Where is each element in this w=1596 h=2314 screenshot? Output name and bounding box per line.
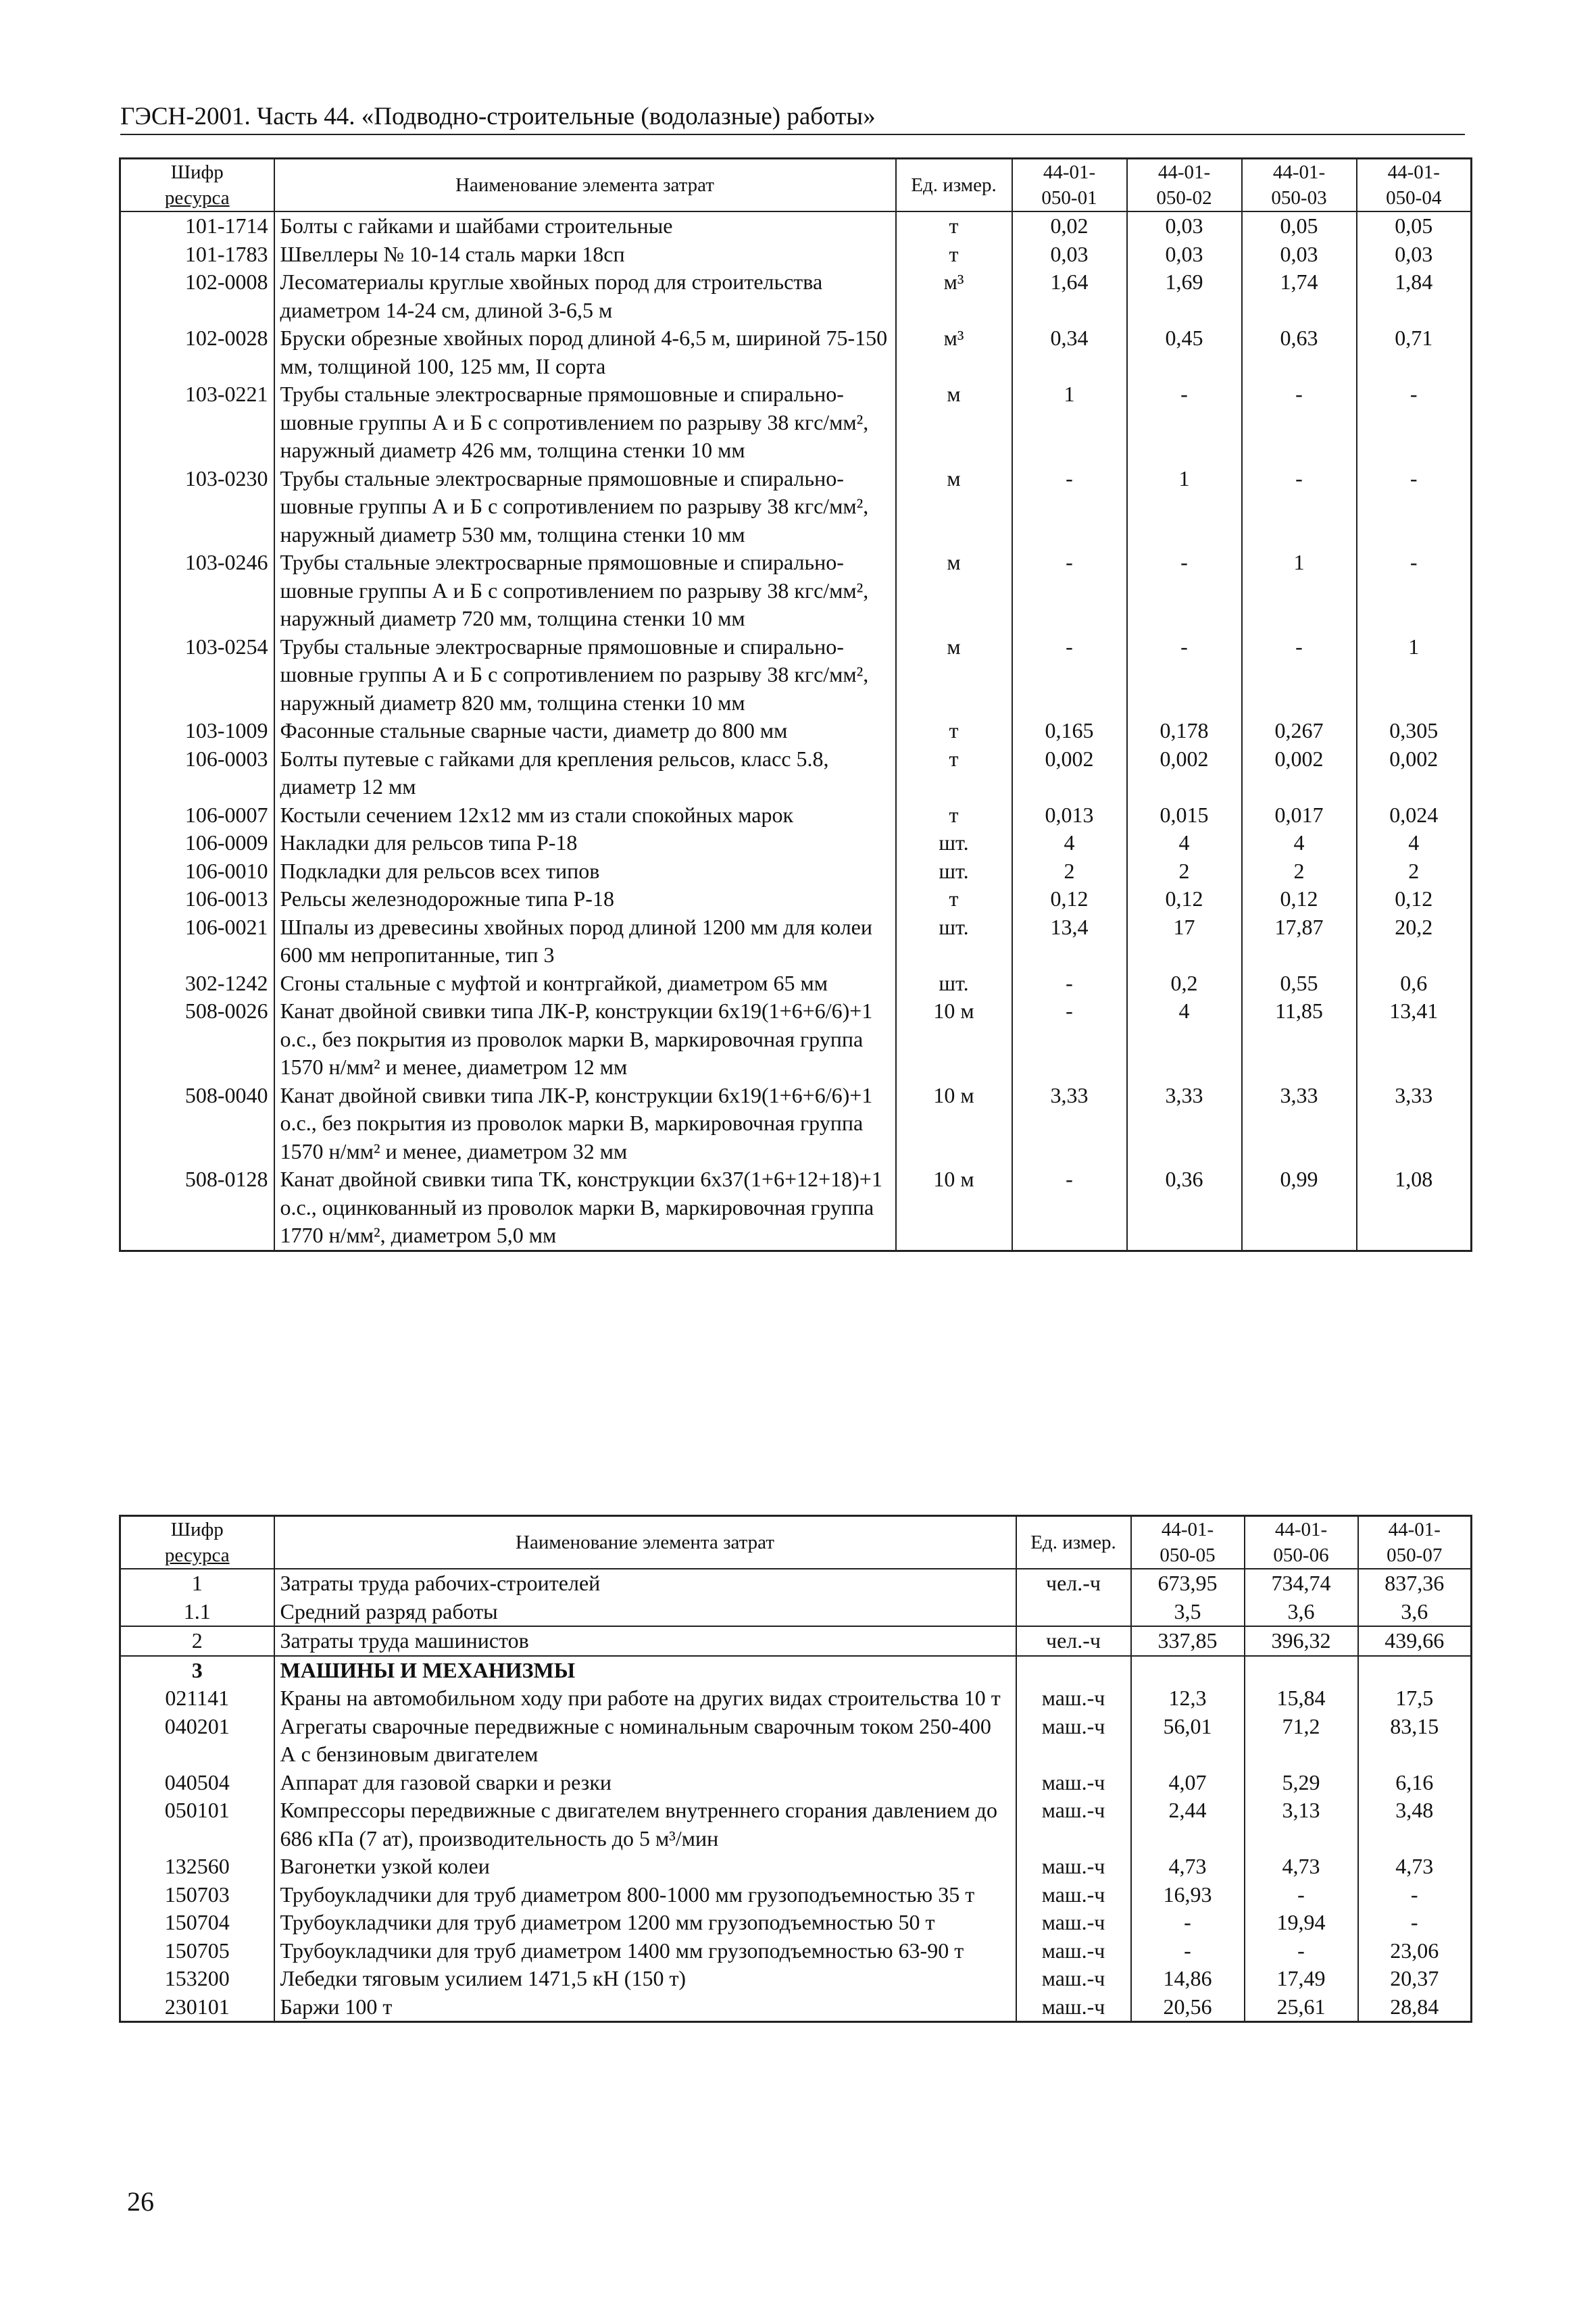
cost-element-name: Подкладки для рельсов всех типов xyxy=(274,857,896,886)
unit: маш.-ч xyxy=(1016,1796,1131,1853)
table-row xyxy=(120,1796,1472,1853)
value-cell: 1,64 xyxy=(1012,268,1127,324)
cost-element-name: Лесоматериалы круглые хвойных пород для строительства диаметром 14-24 см, длиной 3-6,5 м xyxy=(274,268,896,324)
value-cell xyxy=(1358,1656,1472,1685)
col-header-code: Шифр ресурса xyxy=(120,159,274,212)
value-cell: 1 xyxy=(1357,633,1472,718)
value-cell: - xyxy=(1245,1937,1358,1965)
value-cell: 0,013 xyxy=(1012,801,1127,830)
value-cell: - xyxy=(1127,549,1242,633)
table-row xyxy=(120,1853,1472,1881)
value-cell: 0,03 xyxy=(1127,241,1242,269)
value-cell: 0,2 xyxy=(1127,970,1242,998)
value-cell: 5,29 xyxy=(1245,1769,1358,1797)
value-cell: 0,03 xyxy=(1012,241,1127,269)
col-header-code: Шифр ресурса xyxy=(120,1516,274,1569)
unit: м³ xyxy=(896,268,1012,324)
value-cell: 3,6 xyxy=(1358,1598,1472,1627)
value-cell: 17,87 xyxy=(1242,913,1357,970)
table-row xyxy=(120,241,1472,269)
value-cell: 20,56 xyxy=(1131,1993,1245,2022)
cost-element-name: Трубоукладчики для труб диаметром 1200 мм грузоподъемностью 50 т xyxy=(274,1909,1016,1937)
table-row xyxy=(120,1656,1472,1685)
unit: м xyxy=(896,465,1012,549)
value-cell: 20,2 xyxy=(1357,913,1472,970)
value-cell: 0,015 xyxy=(1127,801,1242,830)
cost-element-name: Фасонные стальные сварные части, диаметр до 800 мм xyxy=(274,717,896,745)
value-cell: 0,002 xyxy=(1242,745,1357,801)
value-cell: 0,05 xyxy=(1242,211,1357,241)
cost-element-name: Трубы стальные электросварные прямошовные и спирально-шовные группы А и Б с сопротивлением по разрыву 38 кгс/мм², наружный диаметр 720 мм, толщина стенки 10 мм xyxy=(274,549,896,633)
resource-code: 103-0221 xyxy=(120,380,274,465)
unit: чел.-ч xyxy=(1016,1626,1131,1656)
unit: маш.-ч xyxy=(1016,1965,1131,1993)
cost-element-name: Канат двойной свивки типа ЛК-Р, конструкции 6x19(1+6+6/6)+1 о.с., без покрытия из проволок марки В, маркировочная группа 1570 н/мм² и менее, диаметром 12 мм xyxy=(274,997,896,1082)
value-cell: 0,017 xyxy=(1242,801,1357,830)
col-header-050-01: 44-01- 050-01 xyxy=(1012,159,1127,212)
resource-code: 106-0003 xyxy=(120,745,274,801)
table-row xyxy=(120,1165,1472,1251)
unit: м xyxy=(896,633,1012,718)
value-cell: 0,12 xyxy=(1012,885,1127,913)
resource-code: 106-0013 xyxy=(120,885,274,913)
unit: маш.-ч xyxy=(1016,1684,1131,1713)
value-cell: 17 xyxy=(1127,913,1242,970)
value-cell: 28,84 xyxy=(1358,1993,1472,2022)
value-cell: 4 xyxy=(1012,829,1127,857)
value-cell: 0,34 xyxy=(1012,324,1127,380)
unit: т xyxy=(896,717,1012,745)
cost-element-name: Аппарат для газовой сварки и резки xyxy=(274,1769,1016,1797)
unit: маш.-ч xyxy=(1016,1713,1131,1769)
resource-code: 1 xyxy=(120,1569,274,1598)
value-cell: 1,74 xyxy=(1242,268,1357,324)
table-row xyxy=(120,1993,1472,2022)
materials-table xyxy=(119,157,1472,1252)
labor-machines-table xyxy=(119,1515,1472,2023)
unit: шт. xyxy=(896,857,1012,886)
cost-element-name: Костыли сечением 12x12 мм из стали спокойных марок xyxy=(274,801,896,830)
value-cell: 734,74 xyxy=(1245,1569,1358,1598)
table-header-row xyxy=(120,159,1472,212)
cost-element-name: Трубы стальные электросварные прямошовные и спирально-шовные группы А и Б с сопротивлением по разрыву 38 кгс/мм², наружный диаметр 530 мм, толщина стенки 10 мм xyxy=(274,465,896,549)
cost-element-name: Рельсы железнодорожные типа Р-18 xyxy=(274,885,896,913)
table-row xyxy=(120,268,1472,324)
unit: маш.-ч xyxy=(1016,1909,1131,1937)
value-cell: 337,85 xyxy=(1131,1626,1245,1656)
value-cell: - xyxy=(1242,633,1357,718)
value-cell: 3,6 xyxy=(1245,1598,1358,1627)
value-cell: 4,73 xyxy=(1131,1853,1245,1881)
value-cell: 0,63 xyxy=(1242,324,1357,380)
value-cell: 0,36 xyxy=(1127,1165,1242,1251)
value-cell: 3,5 xyxy=(1131,1598,1245,1627)
cost-element-name: Болты путевые с гайками для крепления рельсов, класс 5.8, диаметр 12 мм xyxy=(274,745,896,801)
unit: 10 м xyxy=(896,997,1012,1082)
value-cell: 3,13 xyxy=(1245,1796,1358,1853)
value-cell: - xyxy=(1012,549,1127,633)
col-header-unit: Ед. измер. xyxy=(1016,1516,1131,1569)
resource-code: 153200 xyxy=(120,1965,274,1993)
unit xyxy=(1016,1598,1131,1627)
value-cell: - xyxy=(1245,1881,1358,1909)
unit: шт. xyxy=(896,829,1012,857)
value-cell: 0,12 xyxy=(1242,885,1357,913)
value-cell: - xyxy=(1358,1909,1472,1937)
resource-code: 106-0010 xyxy=(120,857,274,886)
resource-code: 150704 xyxy=(120,1909,274,1937)
col-header-050-04: 44-01- 050-04 xyxy=(1357,159,1472,212)
cost-element-name: Трубоукладчики для труб диаметром 800-1000 мм грузоподъемностью 35 т xyxy=(274,1881,1016,1909)
value-cell: 19,94 xyxy=(1245,1909,1358,1937)
value-cell: 2 xyxy=(1012,857,1127,886)
value-cell: - xyxy=(1131,1937,1245,1965)
resource-code: 040504 xyxy=(120,1769,274,1797)
value-cell: 0,05 xyxy=(1357,211,1472,241)
value-cell: 17,5 xyxy=(1358,1684,1472,1713)
cost-element-name: Трубоукладчики для труб диаметром 1400 мм грузоподъемностью 63-90 т xyxy=(274,1937,1016,1965)
resource-code: 132560 xyxy=(120,1853,274,1881)
cost-element-name: Швеллеры № 10-14 сталь марки 18сп xyxy=(274,241,896,269)
unit: т xyxy=(896,885,1012,913)
resource-code: 3 xyxy=(120,1656,274,1685)
table-row xyxy=(120,1626,1472,1656)
table-row xyxy=(120,801,1472,830)
value-cell: 0,03 xyxy=(1357,241,1472,269)
table-row xyxy=(120,1082,1472,1166)
cost-element-name: Вагонетки узкой колеи xyxy=(274,1853,1016,1881)
col-header-050-05: 44-01- 050-05 xyxy=(1131,1516,1245,1569)
unit: маш.-ч xyxy=(1016,1993,1131,2022)
unit: маш.-ч xyxy=(1016,1937,1131,1965)
value-cell: 12,3 xyxy=(1131,1684,1245,1713)
resource-code: 106-0007 xyxy=(120,801,274,830)
value-cell: - xyxy=(1357,465,1472,549)
value-cell: 15,84 xyxy=(1245,1684,1358,1713)
value-cell: 25,61 xyxy=(1245,1993,1358,2022)
cost-element-name: Компрессоры передвижные с двигателем внутреннего сгорания давлением до 686 кПа (7 ат), производительность до 5 м³/мин xyxy=(274,1796,1016,1853)
value-cell: 4,73 xyxy=(1245,1853,1358,1881)
table-header-row xyxy=(120,1516,1472,1569)
page-title: ГЭСН-2001. Часть 44. «Подводно-строительные (водолазные) работы» xyxy=(120,101,1465,135)
table-row xyxy=(120,1909,1472,1937)
resource-code: 103-0230 xyxy=(120,465,274,549)
value-cell: 3,33 xyxy=(1357,1082,1472,1166)
value-cell: 0,99 xyxy=(1242,1165,1357,1251)
col-header-050-03: 44-01- 050-03 xyxy=(1242,159,1357,212)
cost-element-name: Трубы стальные электросварные прямошовные и спирально-шовные группы А и Б с сопротивлением по разрыву 38 кгс/мм², наружный диаметр 820 мм, толщина стенки 10 мм xyxy=(274,633,896,718)
value-cell: 0,178 xyxy=(1127,717,1242,745)
table-row xyxy=(120,1965,1472,1993)
value-cell: - xyxy=(1358,1881,1472,1909)
value-cell: 23,06 xyxy=(1358,1937,1472,1965)
value-cell: 2,44 xyxy=(1131,1796,1245,1853)
cost-element-name: Накладки для рельсов типа Р-18 xyxy=(274,829,896,857)
col-header-name: Наименование элемента затрат xyxy=(274,1516,1016,1569)
value-cell: 4 xyxy=(1127,997,1242,1082)
value-cell: 3,33 xyxy=(1127,1082,1242,1166)
value-cell: - xyxy=(1012,1165,1127,1251)
value-cell: - xyxy=(1357,549,1472,633)
value-cell: 4 xyxy=(1242,829,1357,857)
table-row xyxy=(120,885,1472,913)
table-row xyxy=(120,633,1472,718)
cost-element-name: МАШИНЫ И МЕХАНИЗМЫ xyxy=(274,1656,1016,1685)
table-row xyxy=(120,997,1472,1082)
value-cell: 0,6 xyxy=(1357,970,1472,998)
value-cell: - xyxy=(1012,465,1127,549)
col-header-050-06: 44-01- 050-06 xyxy=(1245,1516,1358,1569)
resource-code: 021141 xyxy=(120,1684,274,1713)
value-cell: 439,66 xyxy=(1358,1626,1472,1656)
resource-code: 101-1783 xyxy=(120,241,274,269)
value-cell: 2 xyxy=(1127,857,1242,886)
cost-element-name: Краны на автомобильном ходу при работе на других видах строительства 10 т xyxy=(274,1684,1016,1713)
resource-code: 302-1242 xyxy=(120,970,274,998)
resource-code: 508-0128 xyxy=(120,1165,274,1251)
value-cell: 2 xyxy=(1242,857,1357,886)
value-cell: 0,03 xyxy=(1242,241,1357,269)
resource-code: 101-1714 xyxy=(120,211,274,241)
value-cell: 0,71 xyxy=(1357,324,1472,380)
value-cell: 837,36 xyxy=(1358,1569,1472,1598)
value-cell: 0,002 xyxy=(1012,745,1127,801)
value-cell: - xyxy=(1127,633,1242,718)
value-cell: 1,69 xyxy=(1127,268,1242,324)
resource-code: 103-0254 xyxy=(120,633,274,718)
value-cell: 3,33 xyxy=(1012,1082,1127,1166)
cost-element-name: Канат двойной свивки типа ТК, конструкции 6x37(1+6+12+18)+1 о.с., оцинкованный из проволок марки В, маркировочная группа 1770 н/мм², диаметром 5,0 мм xyxy=(274,1165,896,1251)
unit: м xyxy=(896,549,1012,633)
value-cell: 0,03 xyxy=(1127,211,1242,241)
value-cell: 0,024 xyxy=(1357,801,1472,830)
resource-code: 103-0246 xyxy=(120,549,274,633)
table-row xyxy=(120,465,1472,549)
value-cell: 71,2 xyxy=(1245,1713,1358,1769)
value-cell: 3,48 xyxy=(1358,1796,1472,1853)
table-row xyxy=(120,1684,1472,1713)
value-cell: 0,45 xyxy=(1127,324,1242,380)
value-cell: 0,02 xyxy=(1012,211,1127,241)
resource-code: 150705 xyxy=(120,1937,274,1965)
value-cell: - xyxy=(1357,380,1472,465)
resource-code: 102-0028 xyxy=(120,324,274,380)
col-header-050-07: 44-01- 050-07 xyxy=(1358,1516,1472,1569)
value-cell: 673,95 xyxy=(1131,1569,1245,1598)
table-row xyxy=(120,1569,1472,1598)
unit: 10 м xyxy=(896,1082,1012,1166)
table-row xyxy=(120,829,1472,857)
unit: маш.-ч xyxy=(1016,1881,1131,1909)
table-row xyxy=(120,1598,1472,1627)
table-row xyxy=(120,913,1472,970)
unit: маш.-ч xyxy=(1016,1853,1131,1881)
table-row xyxy=(120,745,1472,801)
value-cell: - xyxy=(1242,465,1357,549)
unit: т xyxy=(896,241,1012,269)
cost-element-name: Сгоны стальные с муфтой и контргайкой, диаметром 65 мм xyxy=(274,970,896,998)
table-row xyxy=(120,1881,1472,1909)
value-cell: 4 xyxy=(1127,829,1242,857)
unit: т xyxy=(896,211,1012,241)
table-row xyxy=(120,717,1472,745)
value-cell: 0,12 xyxy=(1127,885,1242,913)
unit: чел.-ч xyxy=(1016,1569,1131,1598)
resource-code: 103-1009 xyxy=(120,717,274,745)
value-cell: 11,85 xyxy=(1242,997,1357,1082)
value-cell: 0,55 xyxy=(1242,970,1357,998)
value-cell: 0,305 xyxy=(1357,717,1472,745)
resource-code: 1.1 xyxy=(120,1598,274,1627)
value-cell: 1 xyxy=(1127,465,1242,549)
unit: т xyxy=(896,801,1012,830)
value-cell: 3,33 xyxy=(1242,1082,1357,1166)
resource-code: 508-0026 xyxy=(120,997,274,1082)
value-cell xyxy=(1245,1656,1358,1685)
table-row xyxy=(120,1713,1472,1769)
cost-element-name: Трубы стальные электросварные прямошовные и спирально-шовные группы А и Б с сопротивлением по разрыву 38 кгс/мм², наружный диаметр 426 мм, толщина стенки 10 мм xyxy=(274,380,896,465)
value-cell xyxy=(1131,1656,1245,1685)
col-header-050-02: 44-01- 050-02 xyxy=(1127,159,1242,212)
resource-code: 102-0008 xyxy=(120,268,274,324)
cost-element-name: Лебедки тяговым усилием 1471,5 кН (150 т) xyxy=(274,1965,1016,1993)
value-cell: 14,86 xyxy=(1131,1965,1245,1993)
value-cell: 0,267 xyxy=(1242,717,1357,745)
value-cell: 13,4 xyxy=(1012,913,1127,970)
value-cell: 1 xyxy=(1012,380,1127,465)
cost-element-name: Затраты труда машинистов xyxy=(274,1626,1016,1656)
unit: шт. xyxy=(896,913,1012,970)
table-row xyxy=(120,857,1472,886)
unit: м³ xyxy=(896,324,1012,380)
value-cell: 2 xyxy=(1357,857,1472,886)
resource-code: 150703 xyxy=(120,1881,274,1909)
value-cell: 17,49 xyxy=(1245,1965,1358,1993)
resource-code: 040201 xyxy=(120,1713,274,1769)
col-header-name: Наименование элемента затрат xyxy=(274,159,896,212)
value-cell: 0,165 xyxy=(1012,717,1127,745)
table-row xyxy=(120,1937,1472,1965)
value-cell: 16,93 xyxy=(1131,1881,1245,1909)
table-row xyxy=(120,211,1472,241)
cost-element-name: Агрегаты сварочные передвижные с номинальным сварочным током 250-400 А с бензиновым двигателем xyxy=(274,1713,1016,1769)
unit xyxy=(1016,1656,1131,1685)
value-cell: 0,002 xyxy=(1127,745,1242,801)
value-cell: 4,73 xyxy=(1358,1853,1472,1881)
resource-code: 106-0009 xyxy=(120,829,274,857)
cost-element-name: Средний разряд работы xyxy=(274,1598,1016,1627)
page-number: 26 xyxy=(127,2186,154,2217)
value-cell: 83,15 xyxy=(1358,1713,1472,1769)
value-cell: 4,07 xyxy=(1131,1769,1245,1797)
cost-element-name: Бруски обрезные хвойных пород длиной 4-6,5 м, шириной 75-150 мм, толщиной 100, 125 мм, II сорта xyxy=(274,324,896,380)
value-cell: 396,32 xyxy=(1245,1626,1358,1656)
cost-element-name: Болты с гайками и шайбами строительные xyxy=(274,211,896,241)
unit: т xyxy=(896,745,1012,801)
table-row xyxy=(120,380,1472,465)
unit: м xyxy=(896,380,1012,465)
table-row xyxy=(120,970,1472,998)
value-cell: 20,37 xyxy=(1358,1965,1472,1993)
value-cell: 0,12 xyxy=(1357,885,1472,913)
value-cell: 0,002 xyxy=(1357,745,1472,801)
value-cell: - xyxy=(1131,1909,1245,1937)
resource-code: 508-0040 xyxy=(120,1082,274,1166)
cost-element-name: Шпалы из древесины хвойных пород длиной 1200 мм для колеи 600 мм непропитанные, тип 3 xyxy=(274,913,896,970)
value-cell: - xyxy=(1012,997,1127,1082)
value-cell: - xyxy=(1012,633,1127,718)
table-row xyxy=(120,324,1472,380)
value-cell: - xyxy=(1012,970,1127,998)
cost-element-name: Канат двойной свивки типа ЛК-Р, конструкции 6x19(1+6+6/6)+1 о.с., без покрытия из проволок марки В, маркировочная группа 1570 н/мм² и менее, диаметром 32 мм xyxy=(274,1082,896,1166)
cost-element-name: Затраты труда рабочих-строителей xyxy=(274,1569,1016,1598)
value-cell: - xyxy=(1242,380,1357,465)
unit: шт. xyxy=(896,970,1012,998)
value-cell: 1,84 xyxy=(1357,268,1472,324)
resource-code: 2 xyxy=(120,1626,274,1656)
unit: 10 м xyxy=(896,1165,1012,1251)
value-cell: 6,16 xyxy=(1358,1769,1472,1797)
resource-code: 050101 xyxy=(120,1796,274,1853)
cost-element-name: Баржи 100 т xyxy=(274,1993,1016,2022)
value-cell: 4 xyxy=(1357,829,1472,857)
value-cell: - xyxy=(1127,380,1242,465)
value-cell: 1,08 xyxy=(1357,1165,1472,1251)
table-row xyxy=(120,1769,1472,1797)
value-cell: 56,01 xyxy=(1131,1713,1245,1769)
value-cell: 13,41 xyxy=(1357,997,1472,1082)
resource-code: 230101 xyxy=(120,1993,274,2022)
resource-code: 106-0021 xyxy=(120,913,274,970)
value-cell: 1 xyxy=(1242,549,1357,633)
unit: маш.-ч xyxy=(1016,1769,1131,1797)
table-row xyxy=(120,549,1472,633)
col-header-unit: Ед. измер. xyxy=(896,159,1012,212)
